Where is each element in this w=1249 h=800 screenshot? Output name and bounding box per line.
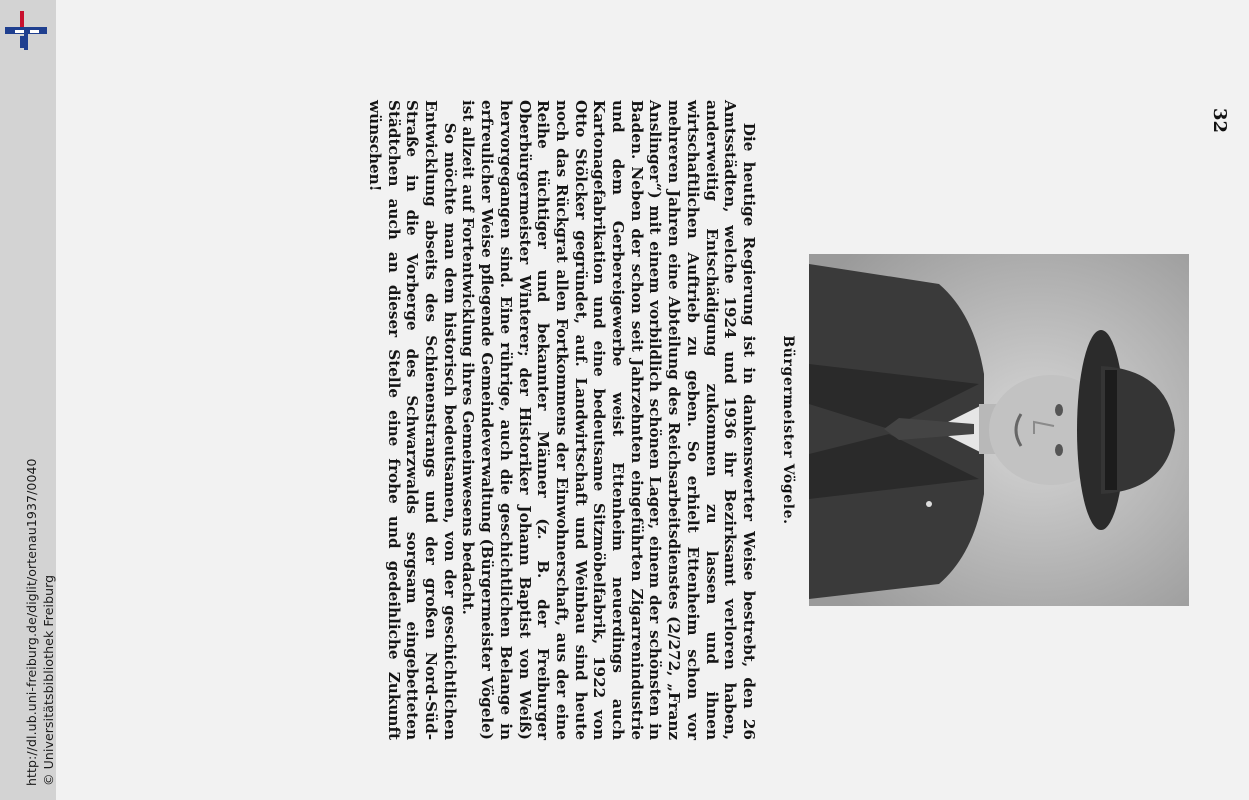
rotated-page-content — [246, 88, 1236, 748]
viewer-side-text — [4, 0, 56, 800]
photo-caption: Bürgermeister Vögele. — [780, 335, 796, 525]
portrait-photo — [809, 254, 1189, 606]
document-url-link[interactable]: http://dl.ub.uni-freiburg.de/diglit/ortenau1937/0040 — [24, 458, 39, 786]
viewer-side-strip — [0, 0, 56, 800]
page-number: 32 — [1209, 108, 1230, 134]
body-text — [365, 100, 758, 740]
paragraph: Die heutige Regierung ist in dankenswerter Weise bestrebt, den 26 Amtsstädten, welche 1924 und 1936 ihr Bezirksamt verloren haben, anderweitig Entschädigung zukommen zu lassen und ihnen wirtschaftlichen Auftrieb zu geben. So erhielt Ettenheim schon vor mehreren Jahren eine Abteilung des Reichsarbeitsdienstes (2/272, „Franz Anslinger“) mit einem vorbildlich schönen Lager, einem der schönsten in Baden. Neben der schon seit Jahrzehnten eingeführten Zigarrenindustrie und dem Gerbereigewerbe weist Ettenheim neuerdings auch Kartonagefabrikation und eine bedeutsame Sitzmöbelfabrik, 1922 von Otto Stölcker gegründet, auf. Landwirtschaft und Weinbau sind heute noch das Rückgrat allen Fortkommens der Einwohnerschaft, aus der eine Reihe tüchtiger und bekannter Männer (z. B. der Freiburger Oberbürgermeister Winterer; der Historiker Johann Baptist von Weiß) hervorgegangen sind. Eine rührige, auch die geschichtlichen Belange in erfreulicher Weise pflegende Gemeindeverwaltung (Bürgermeister Vögele) ist allzeit auf Fortentwicklung ihres Gemeinwesens bedacht. — [459, 100, 758, 740]
copyright-notice: © Universitätsbibliothek Freiburg — [41, 574, 56, 786]
portrait-image — [809, 254, 1189, 606]
paragraph: So möchte man dem historisch bedeutsamen, von der geschichtlichen Entwicklung abseits des Schienenstrangs und der großen Nord-Süd-Straße in die Vorberge des Schwarzwalds sorgsam eingebetteten Städtchen auch an dieser Stelle eine frohe und gedeihliche Zukunft wünschen! — [365, 100, 459, 740]
scanned-page — [56, 0, 1249, 800]
